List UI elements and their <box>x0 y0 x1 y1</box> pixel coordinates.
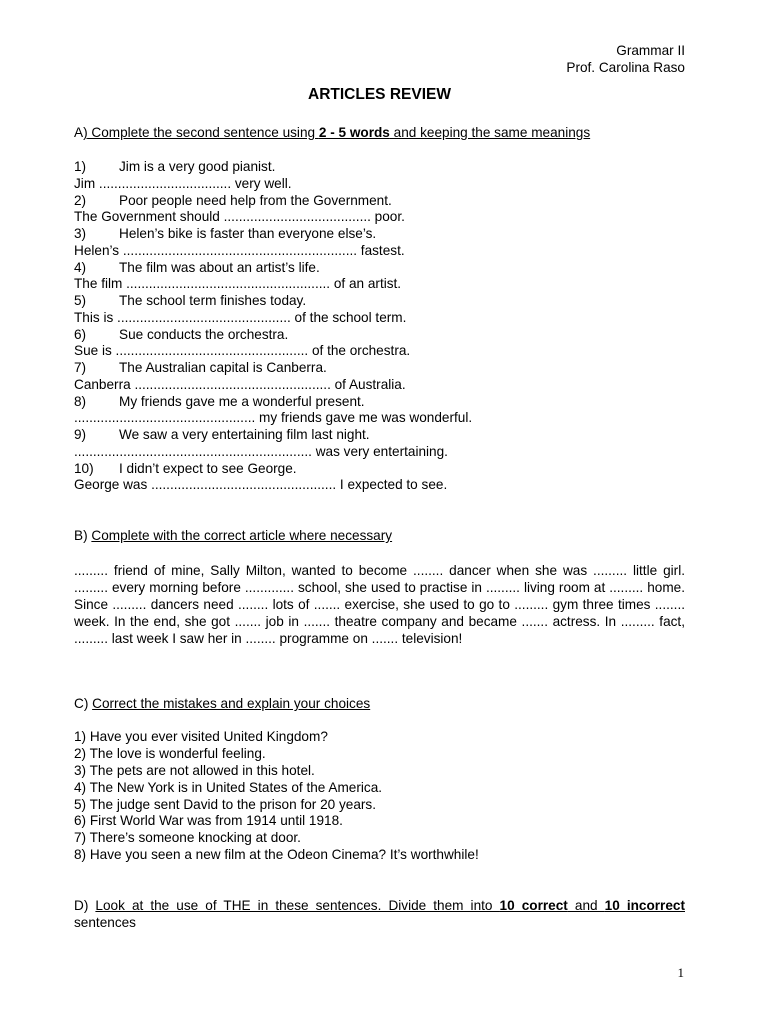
exercise-original-sentence: We saw a very entertaining film last night. <box>119 427 370 442</box>
section-d-instruction <box>74 897 685 931</box>
mistake-sentence: 6) First World War was from 1914 until 1918. <box>74 813 343 829</box>
exercise-answer-line: Sue is ................................................... of the orchestra. <box>74 343 411 359</box>
exercise-answer-line: George was ................................................. I expected to see. <box>74 477 448 493</box>
section-d-instr-1: Look at the use of THE in these sentences. Divide them into <box>95 898 500 913</box>
worksheet-page <box>74 0 685 1024</box>
exercise-original-sentence: Sue conducts the orchestra. <box>119 326 289 342</box>
mistake-sentence: 7) There’s someone knocking at door. <box>74 830 301 846</box>
course-name: Grammar II <box>616 43 685 58</box>
exercise-number: 9) <box>74 427 87 442</box>
exercise-number: 8) <box>74 393 87 409</box>
exercise-sentence <box>74 427 685 444</box>
exercise-answer-line: ................................................ my friends gave me was wonderful. <box>74 410 473 426</box>
mistake-sentence: 8) Have you seen a new film at the Odeon Cinema? It’s worthwhile! <box>74 847 479 863</box>
exercise-sentence <box>74 260 685 277</box>
section-c-text: Correct the mistakes and explain your choices <box>92 696 371 711</box>
exercise-answer-line: Jim ................................... very well. <box>74 175 292 191</box>
section-a-instr-2: and keeping the same meanings <box>389 125 591 140</box>
section-d-instr-3: sentences <box>74 915 136 930</box>
section-a-instr-bold: 2 - 5 words <box>318 125 390 140</box>
page-number: 1 <box>677 965 684 980</box>
exercise-number: 3) <box>74 226 87 241</box>
section-b-instruction <box>74 528 685 545</box>
exercise-original-sentence: My friends gave me a wonderful present. <box>119 393 365 409</box>
section-d-prefix: D) <box>74 898 96 913</box>
section-c-sentence-list <box>74 729 685 864</box>
page-title: ARTICLES REVIEW <box>308 86 451 103</box>
section-a-instruction <box>74 125 685 142</box>
section-d-bold-2: 10 incorrect <box>604 898 685 913</box>
section-d-bold-1: 10 correct <box>499 898 568 913</box>
exercise-original-sentence: I didn’t expect to see George. <box>119 460 297 476</box>
section-a-exercise-list <box>74 159 685 494</box>
exercise-number: 2) <box>74 192 87 208</box>
exercise-sentence <box>74 226 685 243</box>
professor-name: Prof. Carolina Raso <box>566 60 685 75</box>
section-a-instr-1: Complete the second sentence using <box>87 125 319 140</box>
exercise-original-sentence: Helen’s bike is faster than everyone else’s. <box>119 226 377 241</box>
exercise-original-sentence: Jim is a very good pianist. <box>119 159 276 174</box>
exercise-answer-line: Helen’s .............................................................. fastest. <box>74 242 405 258</box>
section-b-text: Complete with the correct article where necessary <box>91 528 393 543</box>
exercise-answer-line: This is .............................................. of the school term. <box>74 309 407 325</box>
exercise-number: 7) <box>74 360 87 375</box>
exercise-answer-line: The Government should ....................................... poor. <box>74 209 405 225</box>
section-c-prefix: C) <box>74 696 93 711</box>
exercise-answer-line: Canberra .................................................... of Australia. <box>74 376 406 392</box>
section-d-instr-2: and <box>567 898 605 913</box>
section-a-paren: ) <box>83 125 88 140</box>
mistake-sentence: 1) Have you ever visited United Kingdom? <box>74 729 328 744</box>
mistake-sentence: 5) The judge sent David to the prison for 20 years. <box>74 796 377 812</box>
exercise-sentence <box>74 159 685 176</box>
exercise-sentence <box>74 293 685 310</box>
exercise-sentence <box>74 360 685 377</box>
exercise-sentence <box>74 461 685 478</box>
exercise-sentence <box>74 193 685 210</box>
mistake-sentence: 2) The love is wonderful feeling. <box>74 745 266 761</box>
exercise-sentence <box>74 394 685 411</box>
document-header <box>566 42 685 76</box>
exercise-number: 1) <box>74 159 87 174</box>
section-b-prefix: B) <box>74 528 92 543</box>
exercise-number: 10) <box>74 460 94 476</box>
section-a-prefix: A <box>74 125 84 140</box>
exercise-answer-line: The film ...................................................... of an artist. <box>74 276 402 292</box>
section-c-instruction <box>74 696 685 713</box>
exercise-number: 4) <box>74 259 87 275</box>
section-d-text <box>95 898 685 913</box>
exercise-number: 6) <box>74 326 87 342</box>
exercise-original-sentence: The school term finishes today. <box>119 293 307 308</box>
exercise-number: 5) <box>74 293 87 308</box>
section-b-paragraph: ......... friend of mine, Sally Milton, wanted to become ........ dancer when she was ......... little girl. ......... every morning before ............. school, she used to practise in ......... living room at ......... home. Since ......... dancers need ........ lots of ....... exercise, she used to go to ......... gym three times ........ week. In the end, she got ....... job in ....... theatre company and became ....... actress. In ......... fact, ......... last week I saw her in ........ programme on ....... television! <box>74 563 685 646</box>
section-a-text <box>83 125 590 140</box>
mistake-sentence: 3) The pets are not allowed in this hotel. <box>74 762 315 778</box>
exercise-answer-line: ............................................................... was very entertaining. <box>74 443 448 459</box>
exercise-original-sentence: The Australian capital is Canberra. <box>119 360 327 375</box>
mistake-sentence: 4) The New York is in United States of the America. <box>74 779 383 795</box>
exercise-original-sentence: Poor people need help from the Government. <box>119 192 392 208</box>
exercise-sentence <box>74 327 685 344</box>
exercise-original-sentence: The film was about an artist’s life. <box>119 259 320 275</box>
